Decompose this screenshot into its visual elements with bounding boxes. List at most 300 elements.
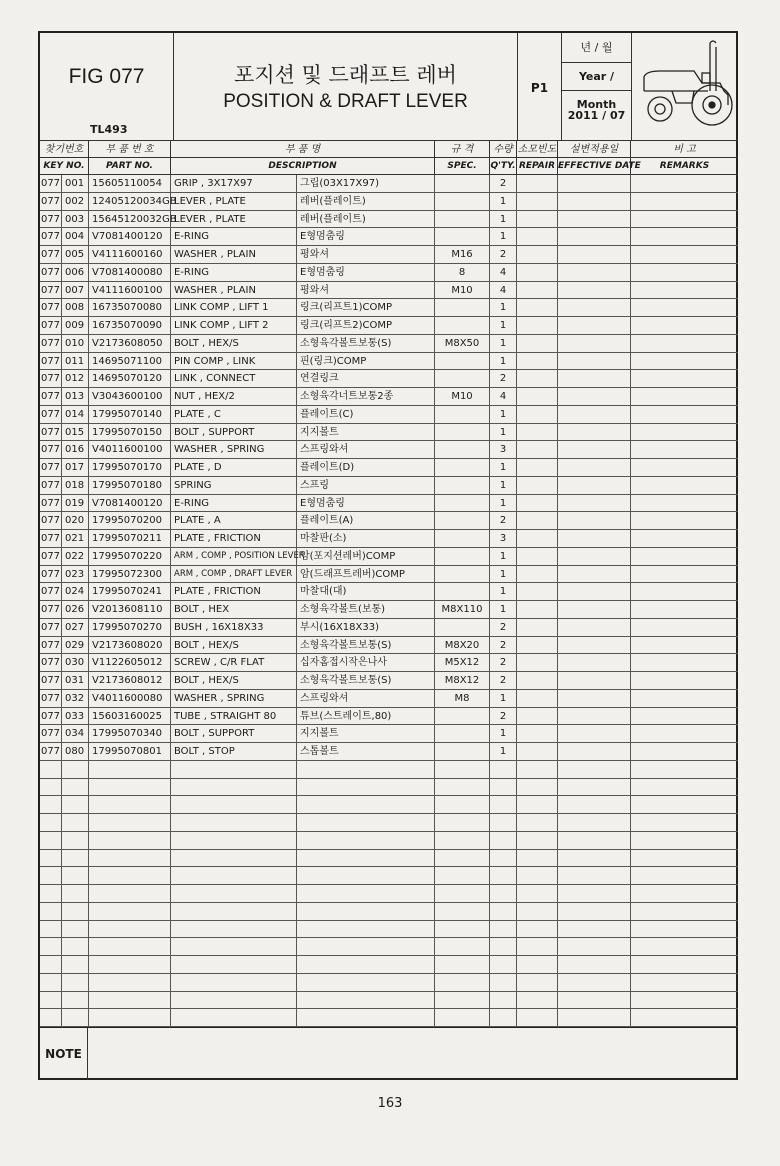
table-cell: M10 bbox=[435, 388, 490, 406]
table-cell: M8X20 bbox=[435, 637, 490, 655]
table-cell: 17995070150 bbox=[89, 424, 171, 442]
table-cell bbox=[558, 530, 631, 548]
table-cell bbox=[517, 406, 558, 424]
table-cell bbox=[297, 867, 435, 885]
table-cell bbox=[89, 779, 171, 797]
table-cell: 스프링와셔 bbox=[297, 690, 435, 708]
table-cell bbox=[517, 725, 558, 743]
table-cell bbox=[490, 814, 517, 832]
table-cell: 077 bbox=[40, 690, 62, 708]
table-cell bbox=[171, 796, 297, 814]
table-row bbox=[40, 1009, 738, 1027]
table-cell bbox=[40, 992, 62, 1010]
table-cell bbox=[631, 779, 738, 797]
column-header: 규 격 bbox=[435, 141, 490, 158]
table-cell: 1 bbox=[490, 228, 517, 246]
table-cell: 1 bbox=[490, 317, 517, 335]
table-cell: 소형육각볼트(보통) bbox=[297, 601, 435, 619]
table-row bbox=[40, 938, 738, 956]
table-cell: 004 bbox=[62, 228, 89, 246]
table-cell bbox=[435, 743, 490, 761]
table-cell bbox=[558, 867, 631, 885]
table-cell: 1 bbox=[490, 495, 517, 513]
fig-number: FIG 077 bbox=[68, 65, 145, 88]
table-cell bbox=[435, 956, 490, 974]
table-cell bbox=[435, 175, 490, 193]
table-cell bbox=[490, 850, 517, 868]
table-cell: 024 bbox=[62, 583, 89, 601]
table-cell: 1 bbox=[490, 406, 517, 424]
table-row bbox=[40, 566, 738, 584]
table-cell: 006 bbox=[62, 264, 89, 282]
table-cell bbox=[435, 921, 490, 939]
table-cell: 1 bbox=[490, 583, 517, 601]
table-cell: 077 bbox=[40, 459, 62, 477]
table-row bbox=[40, 530, 738, 548]
table-row bbox=[40, 743, 738, 761]
table-cell: 077 bbox=[40, 193, 62, 211]
table-cell bbox=[631, 441, 738, 459]
table-cell bbox=[631, 992, 738, 1010]
table-cell: 080 bbox=[62, 743, 89, 761]
table-cell: 022 bbox=[62, 548, 89, 566]
table-cell bbox=[171, 974, 297, 992]
table-cell: 17995070241 bbox=[89, 583, 171, 601]
table-cell bbox=[490, 938, 517, 956]
table-row bbox=[40, 779, 738, 797]
table-row bbox=[40, 495, 738, 513]
table-cell: PIN COMP , LINK bbox=[171, 353, 297, 371]
table-cell: 1 bbox=[490, 193, 517, 211]
table-row bbox=[40, 637, 738, 655]
table-cell bbox=[62, 974, 89, 992]
table-row bbox=[40, 583, 738, 601]
table-cell bbox=[631, 406, 738, 424]
table-cell bbox=[558, 672, 631, 690]
table-cell bbox=[40, 903, 62, 921]
parts-sheet bbox=[38, 31, 738, 1080]
table-cell bbox=[297, 850, 435, 868]
table-cell bbox=[435, 193, 490, 211]
title-korean: 포지션 및 드래프트 레버 bbox=[234, 63, 457, 87]
table-cell bbox=[171, 956, 297, 974]
table-row bbox=[40, 619, 738, 637]
table-cell: 012 bbox=[62, 370, 89, 388]
table-cell: 1 bbox=[490, 459, 517, 477]
table-cell: 지지볼트 bbox=[297, 725, 435, 743]
table-cell bbox=[558, 282, 631, 300]
table-cell bbox=[631, 1009, 738, 1027]
table-cell bbox=[89, 885, 171, 903]
table-cell: 14695070120 bbox=[89, 370, 171, 388]
table-cell bbox=[558, 974, 631, 992]
table-cell: E형멈춤링 bbox=[297, 228, 435, 246]
table-cell bbox=[62, 814, 89, 832]
table-cell: M10 bbox=[435, 282, 490, 300]
table-cell bbox=[517, 282, 558, 300]
table-cell: LINK , CONNECT bbox=[171, 370, 297, 388]
table-row bbox=[40, 512, 738, 530]
table-row bbox=[40, 992, 738, 1010]
table-cell: LEVER , PLATE bbox=[171, 211, 297, 229]
table-cell bbox=[297, 885, 435, 903]
table-cell bbox=[435, 459, 490, 477]
table-cell bbox=[631, 282, 738, 300]
table-cell: M16 bbox=[435, 246, 490, 264]
table-cell bbox=[631, 548, 738, 566]
table-cell bbox=[490, 761, 517, 779]
table-cell: V4111600160 bbox=[89, 246, 171, 264]
table-cell bbox=[517, 175, 558, 193]
table-cell: 15645120032GB bbox=[89, 211, 171, 229]
table-cell bbox=[62, 1009, 89, 1027]
table-row bbox=[40, 317, 738, 335]
table-cell bbox=[435, 370, 490, 388]
table-cell bbox=[631, 867, 738, 885]
table-cell: 2 bbox=[490, 246, 517, 264]
table-cell bbox=[558, 335, 631, 353]
fig-box bbox=[40, 33, 174, 141]
table-cell bbox=[435, 1009, 490, 1027]
table-cell bbox=[435, 992, 490, 1010]
table-cell: V4011600100 bbox=[89, 441, 171, 459]
table-cell bbox=[435, 761, 490, 779]
table-cell: 077 bbox=[40, 619, 62, 637]
table-cell bbox=[40, 974, 62, 992]
table-cell bbox=[435, 299, 490, 317]
table-cell: 소형육각볼트보통(S) bbox=[297, 672, 435, 690]
table-cell bbox=[62, 885, 89, 903]
table-cell bbox=[517, 512, 558, 530]
table-cell bbox=[517, 654, 558, 672]
table-cell bbox=[62, 921, 89, 939]
table-cell bbox=[517, 548, 558, 566]
table-cell bbox=[89, 921, 171, 939]
table-cell bbox=[558, 193, 631, 211]
table-cell: 소형육각볼트보통(S) bbox=[297, 335, 435, 353]
column-header: SPEC. bbox=[435, 158, 490, 175]
table-cell bbox=[40, 921, 62, 939]
column-header: 찾기번호 bbox=[40, 141, 89, 158]
table-cell: 핀(링크)COMP bbox=[297, 353, 435, 371]
table-cell: 8 bbox=[435, 264, 490, 282]
table-cell bbox=[40, 885, 62, 903]
table-row bbox=[40, 193, 738, 211]
table-cell: 077 bbox=[40, 672, 62, 690]
table-cell bbox=[631, 850, 738, 868]
table-cell: 15605110054 bbox=[89, 175, 171, 193]
table-cell bbox=[297, 938, 435, 956]
table-row bbox=[40, 335, 738, 353]
table-cell: 16735070080 bbox=[89, 299, 171, 317]
table-cell bbox=[558, 779, 631, 797]
table-cell: 005 bbox=[62, 246, 89, 264]
header-row-english bbox=[40, 158, 738, 175]
table-cell bbox=[62, 761, 89, 779]
table-cell: V1122605012 bbox=[89, 654, 171, 672]
year-month-box bbox=[562, 33, 632, 141]
title-english: POSITION & DRAFT LEVER bbox=[223, 91, 468, 112]
table-cell: V7081400120 bbox=[89, 228, 171, 246]
table-cell bbox=[517, 477, 558, 495]
table-cell bbox=[89, 903, 171, 921]
table-cell bbox=[558, 850, 631, 868]
table-cell: 2 bbox=[490, 654, 517, 672]
table-cell bbox=[558, 406, 631, 424]
table-cell: SCREW , C/R FLAT bbox=[171, 654, 297, 672]
table-cell bbox=[517, 353, 558, 371]
table-cell bbox=[297, 796, 435, 814]
table-cell: 부시(16X18X33) bbox=[297, 619, 435, 637]
table-row bbox=[40, 654, 738, 672]
table-cell bbox=[517, 424, 558, 442]
table-cell bbox=[631, 814, 738, 832]
table-cell bbox=[40, 956, 62, 974]
table-cell bbox=[558, 921, 631, 939]
table-cell bbox=[40, 761, 62, 779]
table-cell: 077 bbox=[40, 583, 62, 601]
table-cell: 17995070180 bbox=[89, 477, 171, 495]
table-cell: 008 bbox=[62, 299, 89, 317]
table-cell bbox=[297, 832, 435, 850]
table-cell bbox=[631, 796, 738, 814]
table-cell: E-RING bbox=[171, 264, 297, 282]
table-row bbox=[40, 477, 738, 495]
table-cell: 019 bbox=[62, 495, 89, 513]
table-cell bbox=[89, 974, 171, 992]
table-cell bbox=[631, 299, 738, 317]
table-cell bbox=[558, 601, 631, 619]
table-cell: 링크(리프트1)COMP bbox=[297, 299, 435, 317]
table-row bbox=[40, 175, 738, 193]
table-cell: 010 bbox=[62, 335, 89, 353]
table-cell: 1 bbox=[490, 690, 517, 708]
table-cell: 011 bbox=[62, 353, 89, 371]
table-cell: 평와셔 bbox=[297, 282, 435, 300]
table-cell bbox=[171, 885, 297, 903]
table-cell: V2173608020 bbox=[89, 637, 171, 655]
table-cell: 015 bbox=[62, 424, 89, 442]
table-cell bbox=[517, 672, 558, 690]
table-cell: 2 bbox=[490, 175, 517, 193]
table-cell bbox=[297, 921, 435, 939]
table-cell bbox=[631, 424, 738, 442]
table-cell bbox=[490, 903, 517, 921]
table-cell: TUBE , STRAIGHT 80 bbox=[171, 708, 297, 726]
column-header: REPAIR bbox=[517, 158, 558, 175]
table-cell: 링크(리프트2)COMP bbox=[297, 317, 435, 335]
table-cell bbox=[631, 601, 738, 619]
table-cell: 007 bbox=[62, 282, 89, 300]
table-cell bbox=[558, 548, 631, 566]
table-cell bbox=[62, 903, 89, 921]
table-cell: BUSH , 16X18X33 bbox=[171, 619, 297, 637]
table-cell bbox=[89, 992, 171, 1010]
table-cell: 020 bbox=[62, 512, 89, 530]
table-cell: E-RING bbox=[171, 228, 297, 246]
table-cell: 009 bbox=[62, 317, 89, 335]
table-cell bbox=[558, 583, 631, 601]
table-row bbox=[40, 832, 738, 850]
table-cell: 1 bbox=[490, 743, 517, 761]
table-cell bbox=[490, 974, 517, 992]
table-cell bbox=[435, 566, 490, 584]
table-cell bbox=[435, 903, 490, 921]
table-cell bbox=[631, 211, 738, 229]
table-cell: 016 bbox=[62, 441, 89, 459]
table-cell: 077 bbox=[40, 299, 62, 317]
table-cell bbox=[517, 566, 558, 584]
table-cell bbox=[517, 903, 558, 921]
table-cell bbox=[558, 211, 631, 229]
table-cell bbox=[435, 796, 490, 814]
table-cell: 4 bbox=[490, 388, 517, 406]
table-cell: 077 bbox=[40, 353, 62, 371]
table-cell bbox=[435, 814, 490, 832]
table-cell: 암(포지션레버)COMP bbox=[297, 548, 435, 566]
table-cell bbox=[490, 779, 517, 797]
table-cell: 12405120034GB bbox=[89, 193, 171, 211]
table-cell bbox=[171, 1009, 297, 1027]
table-cell bbox=[62, 938, 89, 956]
table-cell: M8X110 bbox=[435, 601, 490, 619]
table-cell bbox=[558, 175, 631, 193]
table-cell: 연결링크 bbox=[297, 370, 435, 388]
table-cell bbox=[517, 637, 558, 655]
table-cell bbox=[517, 228, 558, 246]
table-cell bbox=[435, 583, 490, 601]
table-cell: 077 bbox=[40, 654, 62, 672]
table-cell bbox=[631, 654, 738, 672]
table-cell bbox=[517, 796, 558, 814]
table-cell bbox=[631, 459, 738, 477]
table-row bbox=[40, 601, 738, 619]
table-row bbox=[40, 211, 738, 229]
table-cell bbox=[631, 725, 738, 743]
table-cell: 17995070270 bbox=[89, 619, 171, 637]
table-cell: 077 bbox=[40, 424, 62, 442]
table-cell bbox=[558, 317, 631, 335]
table-cell bbox=[517, 370, 558, 388]
table-cell bbox=[297, 779, 435, 797]
table-cell: WASHER , PLAIN bbox=[171, 246, 297, 264]
table-cell: 077 bbox=[40, 211, 62, 229]
table-cell bbox=[558, 566, 631, 584]
table-cell: ARM , COMP , POSITION LEVER bbox=[171, 548, 297, 566]
table-cell: LINK COMP , LIFT 1 bbox=[171, 299, 297, 317]
table-cell bbox=[517, 530, 558, 548]
table-cell: WASHER , PLAIN bbox=[171, 282, 297, 300]
table-cell: 평와셔 bbox=[297, 246, 435, 264]
table-cell bbox=[558, 441, 631, 459]
table-cell bbox=[558, 495, 631, 513]
table-cell bbox=[490, 1009, 517, 1027]
table-cell bbox=[490, 992, 517, 1010]
table-cell bbox=[631, 477, 738, 495]
table-cell: 077 bbox=[40, 566, 62, 584]
table-cell: 003 bbox=[62, 211, 89, 229]
table-cell: 030 bbox=[62, 654, 89, 672]
table-cell: 077 bbox=[40, 282, 62, 300]
table-cell bbox=[490, 832, 517, 850]
table-row bbox=[40, 353, 738, 371]
table-cell bbox=[558, 885, 631, 903]
table-cell bbox=[62, 832, 89, 850]
table-cell bbox=[435, 353, 490, 371]
column-header: 부 품 명 bbox=[171, 141, 435, 158]
table-cell bbox=[517, 317, 558, 335]
table-cell bbox=[631, 566, 738, 584]
table-cell: 스프링 bbox=[297, 477, 435, 495]
table-cell bbox=[517, 619, 558, 637]
table-cell bbox=[89, 761, 171, 779]
table-cell: E-RING bbox=[171, 495, 297, 513]
column-header: 부 품 번 호 bbox=[89, 141, 171, 158]
table-row bbox=[40, 690, 738, 708]
table-cell: V7081400080 bbox=[89, 264, 171, 282]
tractor-icon bbox=[632, 33, 738, 141]
table-cell bbox=[558, 619, 631, 637]
table-cell bbox=[517, 885, 558, 903]
table-cell bbox=[631, 512, 738, 530]
table-cell bbox=[435, 725, 490, 743]
table-cell bbox=[89, 814, 171, 832]
table-cell: 그립(03X17X97) bbox=[297, 175, 435, 193]
table-cell: 027 bbox=[62, 619, 89, 637]
table-cell: 스프링와셔 bbox=[297, 441, 435, 459]
table-cell: 077 bbox=[40, 601, 62, 619]
table-cell: LINK COMP , LIFT 2 bbox=[171, 317, 297, 335]
table-cell: 15603160025 bbox=[89, 708, 171, 726]
table-cell bbox=[558, 708, 631, 726]
table-row bbox=[40, 974, 738, 992]
model-code: TL493 bbox=[90, 123, 128, 136]
table-row bbox=[40, 228, 738, 246]
table-cell: 2 bbox=[490, 370, 517, 388]
table-row bbox=[40, 459, 738, 477]
table-cell bbox=[631, 956, 738, 974]
table-row bbox=[40, 388, 738, 406]
table-row bbox=[40, 903, 738, 921]
table-cell bbox=[62, 850, 89, 868]
table-cell bbox=[40, 938, 62, 956]
table-cell bbox=[558, 228, 631, 246]
table-cell: WASHER , SPRING bbox=[171, 441, 297, 459]
table-cell: BOLT , STOP bbox=[171, 743, 297, 761]
table-row bbox=[40, 370, 738, 388]
table-cell: WASHER , SPRING bbox=[171, 690, 297, 708]
table-cell: 스톱볼트 bbox=[297, 743, 435, 761]
table-cell: 튜브(스트레이트,80) bbox=[297, 708, 435, 726]
table-cell bbox=[558, 424, 631, 442]
column-header: DESCRIPTION bbox=[171, 158, 435, 175]
table-cell bbox=[558, 725, 631, 743]
table-cell: 소형육각볼트보통(S) bbox=[297, 637, 435, 655]
table-cell bbox=[631, 938, 738, 956]
table-cell: 플레이트(C) bbox=[297, 406, 435, 424]
table-cell bbox=[631, 495, 738, 513]
table-cell bbox=[435, 406, 490, 424]
table-cell bbox=[631, 264, 738, 282]
table-cell: SPRING bbox=[171, 477, 297, 495]
table-cell bbox=[517, 211, 558, 229]
table-cell: V4111600100 bbox=[89, 282, 171, 300]
table-cell bbox=[631, 832, 738, 850]
table-cell bbox=[517, 690, 558, 708]
table-cell bbox=[435, 885, 490, 903]
table-cell: V3043600100 bbox=[89, 388, 171, 406]
page-box bbox=[518, 33, 562, 141]
